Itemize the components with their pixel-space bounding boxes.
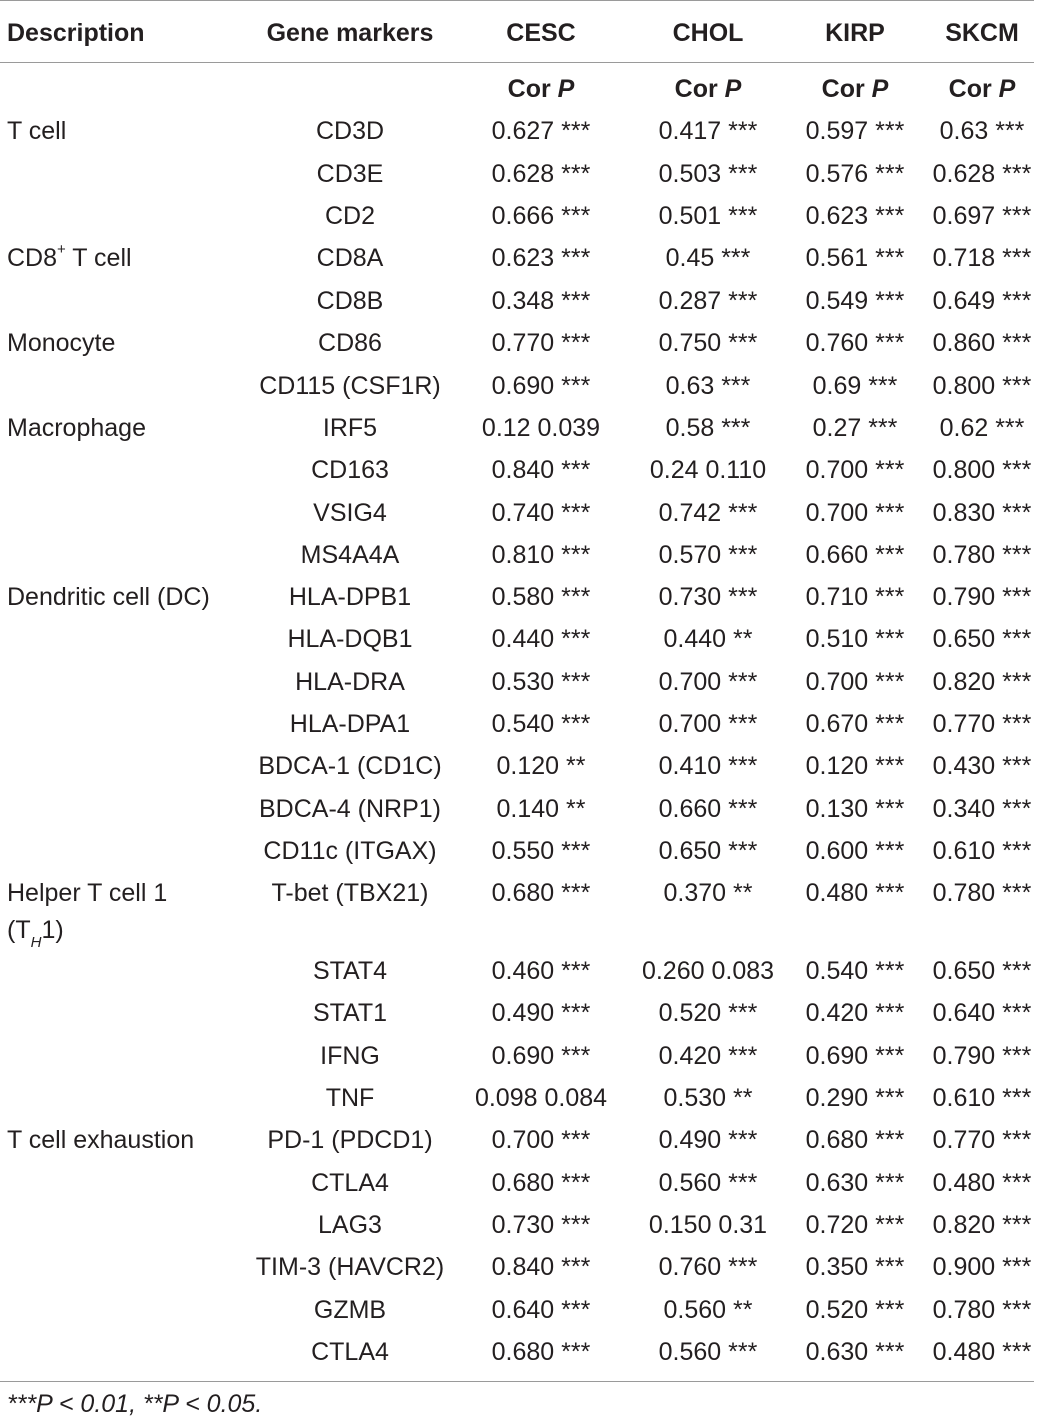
value-chol: 0.58 *** <box>665 414 751 442</box>
value-kirp: 0.520 *** <box>805 1296 905 1324</box>
value-cesc: 0.770 *** <box>491 329 591 357</box>
value-cesc: 0.348 *** <box>491 287 591 315</box>
gene-marker: CD86 <box>318 329 382 357</box>
value-skcm: 0.820 *** <box>932 668 1032 696</box>
value-cesc: 0.690 *** <box>491 1042 591 1070</box>
bottom-rule <box>0 1381 1034 1382</box>
value-skcm: 0.800 *** <box>932 456 1032 484</box>
row-description: T cell exhaustion <box>7 1126 195 1154</box>
value-skcm: 0.830 *** <box>932 499 1032 527</box>
value-cesc: 0.680 *** <box>491 1169 591 1197</box>
value-cesc: 0.680 *** <box>491 879 591 907</box>
subheader-skcm: Cor P <box>948 75 1016 103</box>
gene-marker: CD163 <box>311 456 389 484</box>
value-cesc: 0.540 *** <box>491 710 591 738</box>
gene-marker: CD115 (CSF1R) <box>259 372 441 400</box>
value-skcm: 0.697 *** <box>932 202 1032 230</box>
value-chol: 0.24 0.110 <box>649 456 767 484</box>
gene-marker: HLA-DPB1 <box>288 583 412 611</box>
subheader-cesc: Cor P <box>507 75 575 103</box>
value-cesc: 0.098 0.084 <box>474 1084 608 1112</box>
value-kirp: 0.290 *** <box>805 1084 905 1112</box>
gene-marker: IFNG <box>320 1042 380 1070</box>
value-cesc: 0.666 *** <box>491 202 591 230</box>
value-chol: 0.287 *** <box>658 287 758 315</box>
value-chol: 0.570 *** <box>658 541 758 569</box>
value-chol: 0.760 *** <box>658 1253 758 1281</box>
gene-marker: HLA-DPA1 <box>289 710 411 738</box>
gene-marker: LAG3 <box>318 1211 382 1239</box>
footnote: ***P < 0.01, **P < 0.05. <box>7 1390 263 1418</box>
value-chol: 0.501 *** <box>658 202 758 230</box>
gene-marker: STAT4 <box>312 957 388 985</box>
value-chol: 0.45 *** <box>665 244 751 272</box>
gene-marker: CD8A <box>316 244 384 272</box>
value-kirp: 0.720 *** <box>805 1211 905 1239</box>
value-skcm: 0.780 *** <box>932 879 1032 907</box>
gene-marker: T-bet (TBX21) <box>271 879 429 907</box>
value-chol: 0.660 *** <box>658 795 758 823</box>
value-skcm: 0.640 *** <box>932 999 1032 1027</box>
value-kirp: 0.549 *** <box>805 287 905 315</box>
value-cesc: 0.700 *** <box>491 1126 591 1154</box>
value-kirp: 0.670 *** <box>805 710 905 738</box>
value-chol: 0.700 *** <box>658 710 758 738</box>
value-skcm: 0.860 *** <box>932 329 1032 357</box>
value-kirp: 0.760 *** <box>805 329 905 357</box>
value-chol: 0.440 ** <box>663 625 753 653</box>
value-chol: 0.490 *** <box>658 1126 758 1154</box>
value-kirp: 0.623 *** <box>805 202 905 230</box>
value-kirp: 0.600 *** <box>805 837 905 865</box>
value-skcm: 0.649 *** <box>932 287 1032 315</box>
row-description: Macrophage <box>7 414 146 442</box>
value-skcm: 0.650 *** <box>932 957 1032 985</box>
row-description: T cell <box>7 117 67 145</box>
value-skcm: 0.340 *** <box>932 795 1032 823</box>
value-kirp: 0.690 *** <box>805 1042 905 1070</box>
value-cesc: 0.627 *** <box>491 117 591 145</box>
value-skcm: 0.480 *** <box>932 1169 1032 1197</box>
value-cesc: 0.680 *** <box>491 1338 591 1366</box>
value-cesc: 0.628 *** <box>491 160 591 188</box>
value-skcm: 0.780 *** <box>932 541 1032 569</box>
gene-marker: TNF <box>325 1084 375 1112</box>
value-chol: 0.503 *** <box>658 160 758 188</box>
value-cesc: 0.690 *** <box>491 372 591 400</box>
value-skcm: 0.650 *** <box>932 625 1032 653</box>
header-gene-markers: Gene markers <box>266 19 434 47</box>
gene-marker: CD3D <box>315 117 385 145</box>
value-skcm: 0.628 *** <box>932 160 1032 188</box>
gene-marker: CD2 <box>324 202 376 230</box>
value-kirp: 0.27 *** <box>812 414 898 442</box>
header-skcm: SKCM <box>945 19 1019 47</box>
value-kirp: 0.540 *** <box>805 957 905 985</box>
value-cesc: 0.810 *** <box>491 541 591 569</box>
value-chol: 0.560 ** <box>663 1296 753 1324</box>
value-chol: 0.650 *** <box>658 837 758 865</box>
value-chol: 0.560 *** <box>658 1169 758 1197</box>
value-kirp: 0.510 *** <box>805 625 905 653</box>
gene-marker: IRF5 <box>322 414 378 442</box>
value-kirp: 0.597 *** <box>805 117 905 145</box>
value-skcm: 0.770 *** <box>932 710 1032 738</box>
value-skcm: 0.790 *** <box>932 583 1032 611</box>
value-cesc: 0.623 *** <box>491 244 591 272</box>
value-skcm: 0.820 *** <box>932 1211 1032 1239</box>
subheader-chol: Cor P <box>674 75 742 103</box>
gene-marker: TIM-3 (HAVCR2) <box>255 1253 445 1281</box>
value-chol: 0.150 0.31 <box>648 1211 768 1239</box>
value-cesc: 0.640 *** <box>491 1296 591 1324</box>
value-cesc: 0.12 0.039 <box>481 414 601 442</box>
value-cesc: 0.840 *** <box>491 1253 591 1281</box>
value-kirp: 0.710 *** <box>805 583 905 611</box>
row-description-line2: $(T_H1)$ <box>7 916 64 951</box>
value-kirp: 0.120 *** <box>805 752 905 780</box>
value-skcm: 0.900 *** <box>932 1253 1032 1281</box>
value-cesc: 0.140 ** <box>496 795 586 823</box>
gene-marker: CD3E <box>316 160 384 188</box>
value-chol: 0.370 ** <box>663 879 753 907</box>
value-skcm: 0.430 *** <box>932 752 1032 780</box>
row-description: Dendritic cell (DC) <box>7 583 210 611</box>
row-description: Helper T cell 1 <box>7 879 168 907</box>
row-description: Monocyte <box>7 329 116 357</box>
gene-marker: VSIG4 <box>313 499 387 527</box>
value-kirp: 0.630 *** <box>805 1338 905 1366</box>
row-description: CD8+ T cell <box>7 240 132 272</box>
gene-marker: BDCA-4 (NRP1) <box>259 795 441 823</box>
gene-marker: MS4A4A <box>300 541 400 569</box>
value-skcm: 0.790 *** <box>932 1042 1032 1070</box>
value-skcm: 0.480 *** <box>932 1338 1032 1366</box>
value-skcm: 0.610 *** <box>932 1084 1032 1112</box>
value-skcm: 0.770 *** <box>932 1126 1032 1154</box>
value-skcm: 0.718 *** <box>932 244 1032 272</box>
value-kirp: 0.69 *** <box>812 372 898 400</box>
header-cesc: CESC <box>506 19 576 47</box>
value-cesc: 0.840 *** <box>491 456 591 484</box>
gene-marker: CTLA4 <box>311 1169 389 1197</box>
value-chol: 0.260 0.083 <box>641 957 775 985</box>
value-chol: 0.417 *** <box>658 117 758 145</box>
value-kirp: 0.561 *** <box>805 244 905 272</box>
value-chol: 0.520 *** <box>658 999 758 1027</box>
value-kirp: 0.576 *** <box>805 160 905 188</box>
value-cesc: 0.440 *** <box>491 625 591 653</box>
value-cesc: 0.550 *** <box>491 837 591 865</box>
value-cesc: 0.460 *** <box>491 957 591 985</box>
value-kirp: 0.130 *** <box>805 795 905 823</box>
value-kirp: 0.630 *** <box>805 1169 905 1197</box>
gene-marker: STAT1 <box>312 999 388 1027</box>
gene-marker: HLA-DQB1 <box>287 625 413 653</box>
value-cesc: 0.740 *** <box>491 499 591 527</box>
gene-marker: CD8B <box>316 287 384 315</box>
value-chol: 0.560 *** <box>658 1338 758 1366</box>
gene-marker: HLA-DRA <box>295 668 405 696</box>
value-chol: 0.700 *** <box>658 668 758 696</box>
value-cesc: 0.530 *** <box>491 668 591 696</box>
header-rule <box>0 62 1034 63</box>
value-kirp: 0.700 *** <box>805 456 905 484</box>
subheader-kirp: Cor P <box>821 75 889 103</box>
header-chol: CHOL <box>672 19 744 47</box>
value-chol: 0.420 *** <box>658 1042 758 1070</box>
header-description: Description <box>7 19 145 47</box>
value-kirp: 0.700 *** <box>805 499 905 527</box>
value-kirp: 0.480 *** <box>805 879 905 907</box>
gene-marker: CD11c (ITGAX) <box>263 837 437 865</box>
value-kirp: 0.350 *** <box>805 1253 905 1281</box>
value-chol: 0.530 ** <box>663 1084 753 1112</box>
value-chol: 0.63 *** <box>665 372 751 400</box>
top-rule <box>0 0 1034 1</box>
gene-marker: PD-1 (PDCD1) <box>267 1126 433 1154</box>
value-kirp: 0.700 *** <box>805 668 905 696</box>
value-chol: 0.742 *** <box>658 499 758 527</box>
gene-marker: CTLA4 <box>311 1338 389 1366</box>
value-kirp: 0.680 *** <box>805 1126 905 1154</box>
value-chol: 0.730 *** <box>658 583 758 611</box>
value-skcm: 0.62 *** <box>939 414 1025 442</box>
value-kirp: 0.660 *** <box>805 541 905 569</box>
header-kirp: KIRP <box>825 19 885 47</box>
value-skcm: 0.63 *** <box>939 117 1025 145</box>
value-chol: 0.750 *** <box>658 329 758 357</box>
value-cesc: 0.580 *** <box>491 583 591 611</box>
value-kirp: 0.420 *** <box>805 999 905 1027</box>
value-skcm: 0.800 *** <box>932 372 1032 400</box>
value-chol: 0.410 *** <box>658 752 758 780</box>
value-skcm: 0.610 *** <box>932 837 1032 865</box>
value-cesc: 0.490 *** <box>491 999 591 1027</box>
value-skcm: 0.780 *** <box>932 1296 1032 1324</box>
gene-marker: GZMB <box>313 1296 387 1324</box>
value-cesc: 0.120 ** <box>496 752 586 780</box>
gene-marker: BDCA-1 (CD1C) <box>258 752 442 780</box>
value-cesc: 0.730 *** <box>491 1211 591 1239</box>
